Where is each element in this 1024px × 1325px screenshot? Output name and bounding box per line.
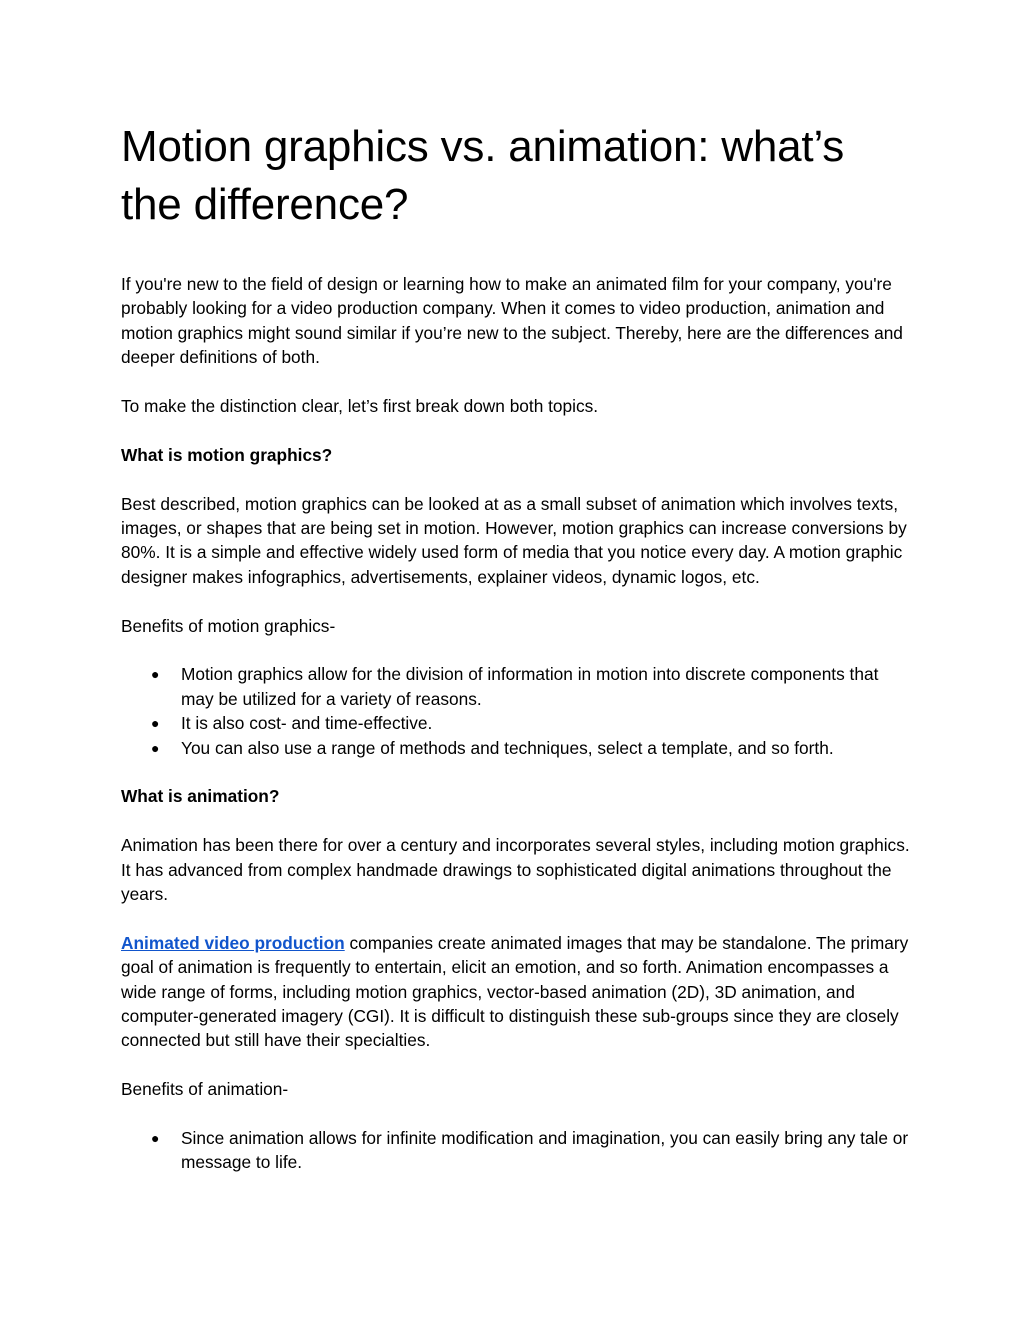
bullet-icon: ● xyxy=(151,1130,160,1147)
section-heading-animation: What is animation? xyxy=(121,786,280,807)
benefits-list-motion-graphics xyxy=(121,662,911,760)
benefits-label-motion-graphics: Benefits of motion graphics- xyxy=(121,615,336,636)
list-item: ● Motion graphics allow for the division of information in motion into discrete components that may be utilized for a variety of reasons. xyxy=(151,664,879,709)
bullet-icon: ● xyxy=(151,715,160,732)
bullet-icon: ● xyxy=(151,739,160,756)
document-title: Motion graphics vs. animation: what’s the difference? xyxy=(121,122,845,229)
intro-paragraph-2: To make the distinction clear, let’s first break down both topics. xyxy=(121,396,599,417)
section-body-motion-graphics: Best described, motion graphics can be looked at as a small subset of animation which involves texts, images, or shapes that are being set in motion. However, motion graphics can increase conversions by 80%. It is a simple and effective widely used form of media that you notice every day. A motion graphic designer makes infographics, advertisements, explainer videos, dynamic logos, etc. xyxy=(121,493,907,587)
list-item: ● You can also use a range of methods and techniques, select a template, and so forth. xyxy=(121,736,911,760)
bullet-icon: ● xyxy=(151,666,160,683)
animated-video-production-link[interactable]: Animated video production xyxy=(121,932,345,953)
section-body-animation: Animation has been there for over a century and incorporates several styles, including motion graphics. It has advanced from complex handmade drawings to sophisticated digital animations throughout the years. xyxy=(121,835,910,905)
document-page xyxy=(121,118,911,1199)
list-item: ● It is also cost- and time-effective. xyxy=(121,711,911,735)
intro-paragraph: If you're new to the field of design or learning how to make an animated film for your company, you're probably looking for a video production company. When it comes to video production, animation and motion graphics might sound similar if you’re new to the subject. Thereby, here are the differences and deeper definitions of both. xyxy=(121,274,903,368)
benefits-list-animation xyxy=(121,1126,911,1175)
benefits-label-animation: Benefits of animation- xyxy=(121,1079,289,1100)
section-heading-motion-graphics: What is motion graphics? xyxy=(121,444,333,465)
section-body-animation-2: Animated video production companies create animated images that may be standalone. The primary goal of animation is frequently to entertain, elicit an emotion, and so forth. Animation encompasses a wide range of forms, including motion graphics, vector-based animation (2D), 3D animation, and computer-generated imagery (CGI). It is difficult to distinguish these sub-groups since they are closely connected but still have their specialties. xyxy=(121,932,909,1051)
list-item: ● Since animation allows for infinite modification and imagination, you can easily bring any tale or message to life. xyxy=(151,1128,909,1173)
